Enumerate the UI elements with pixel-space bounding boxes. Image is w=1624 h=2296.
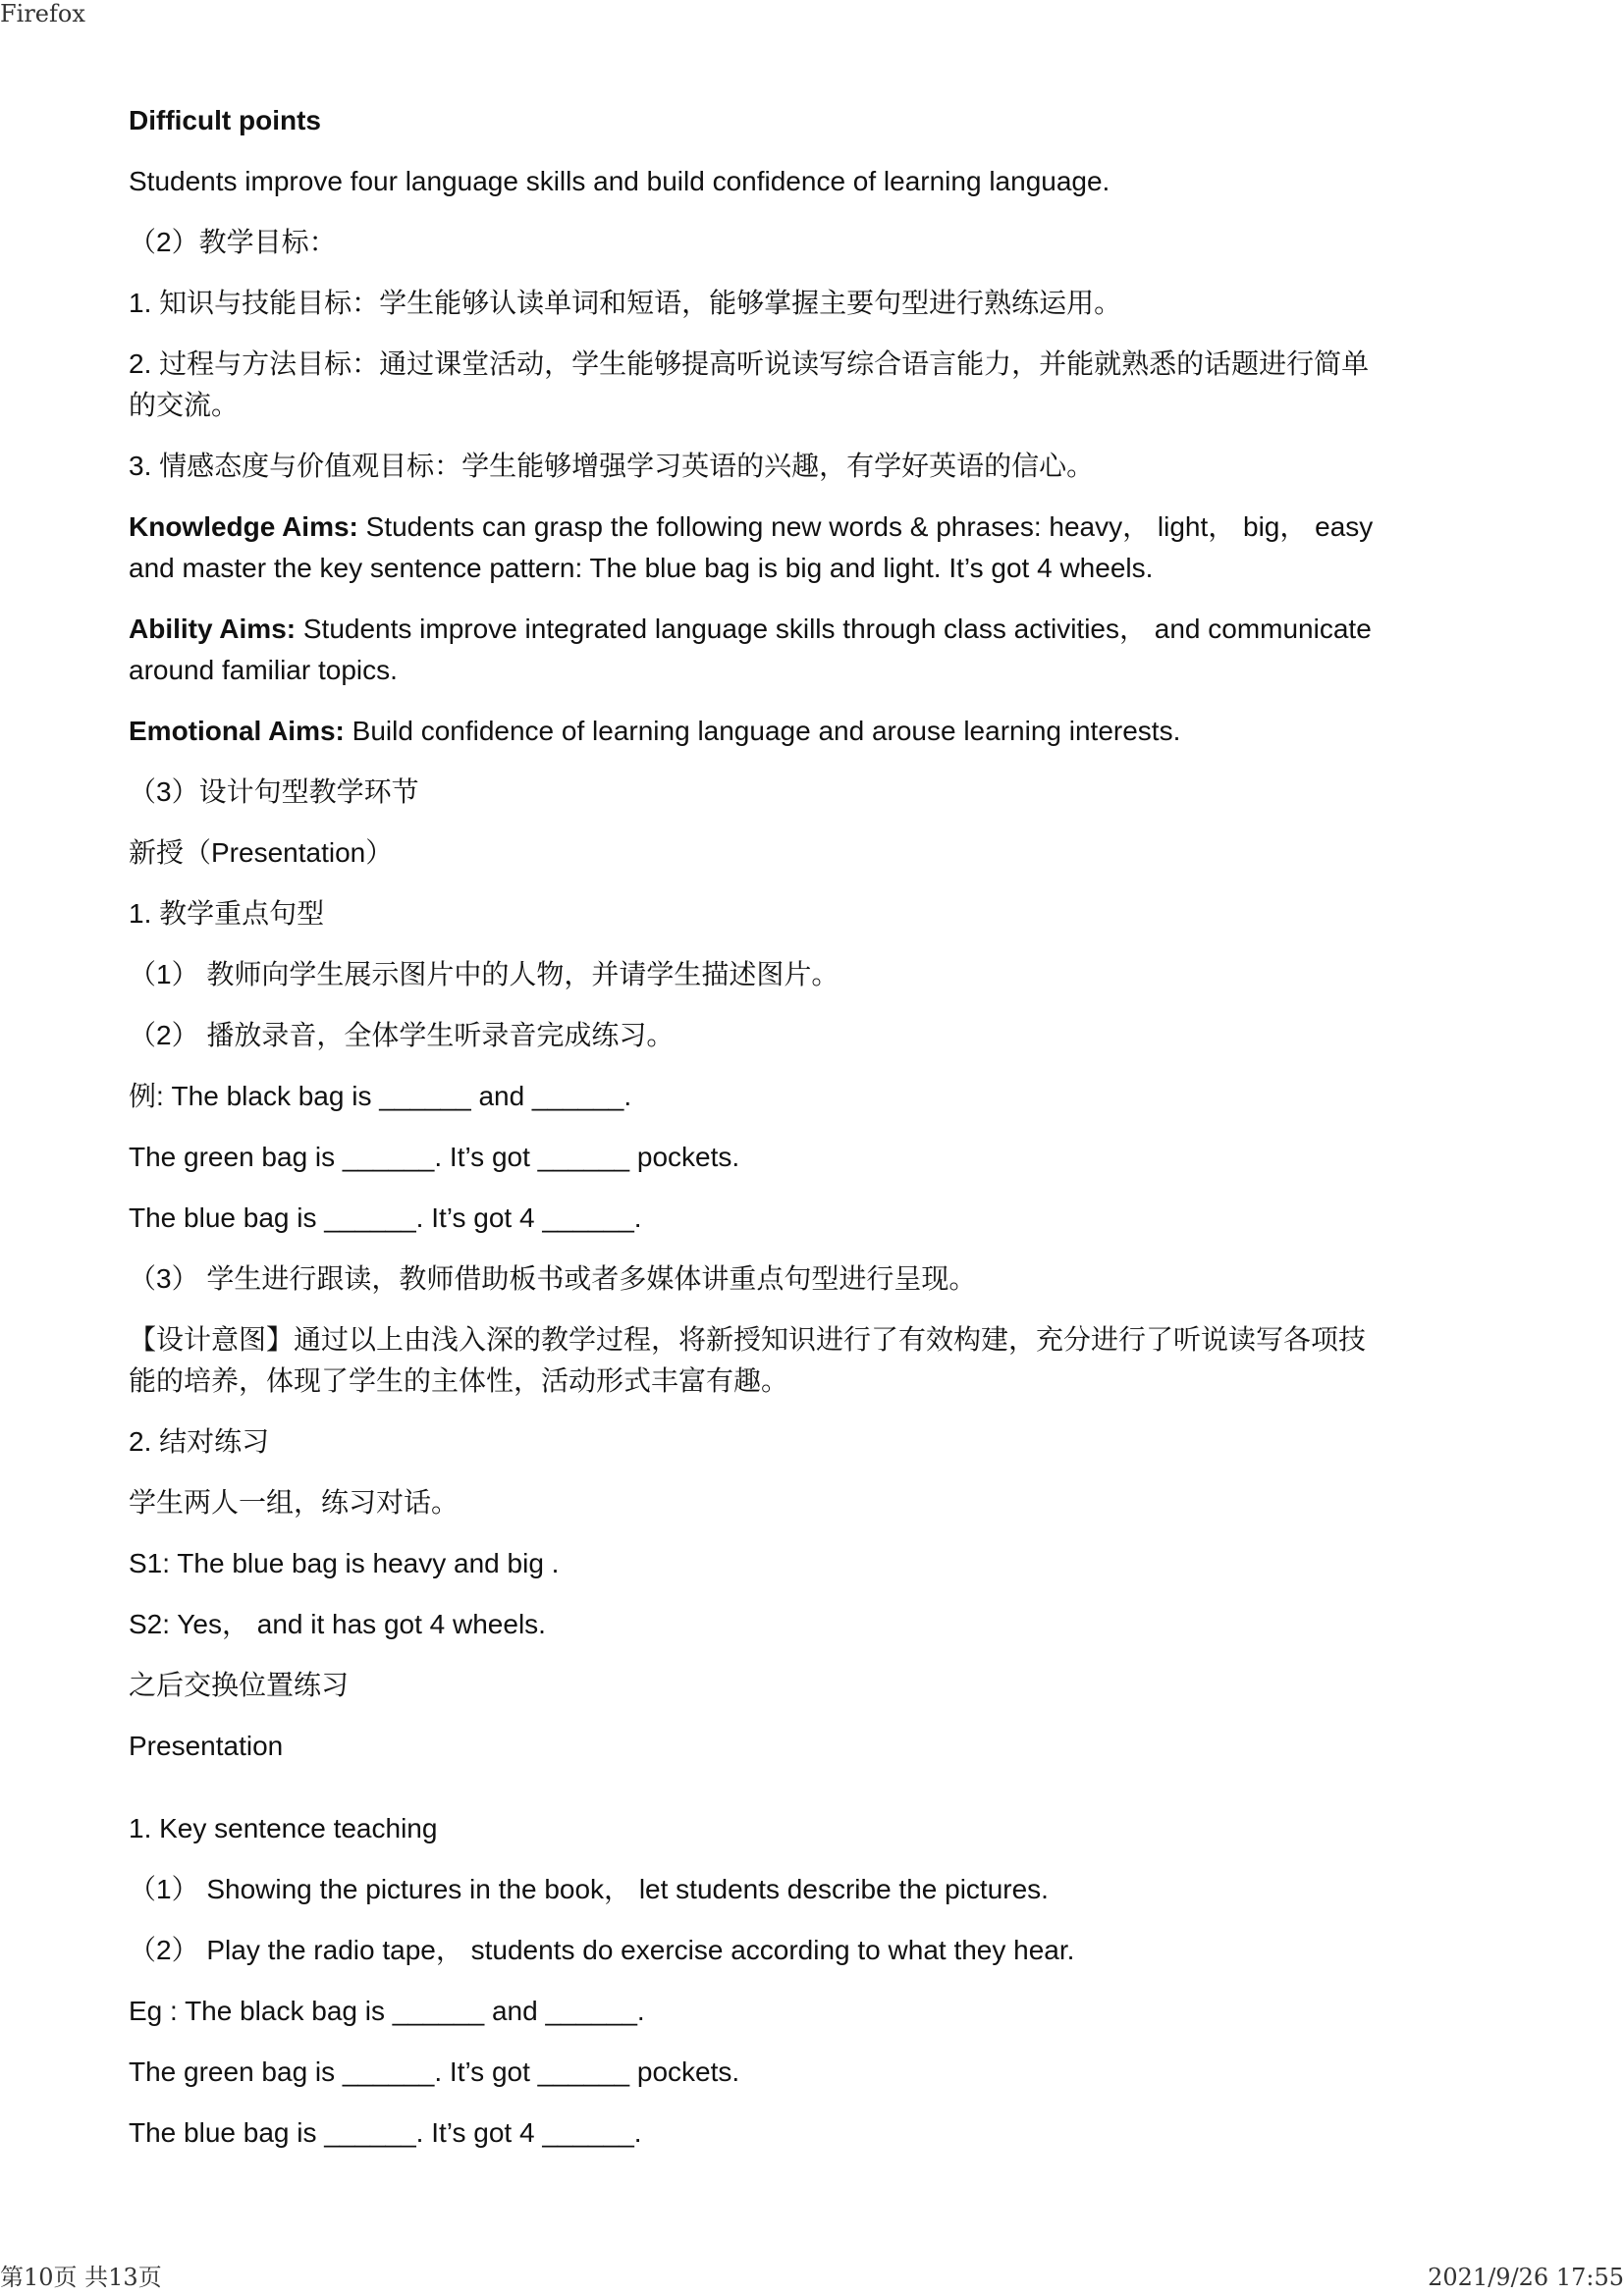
document-body — [129, 100, 1376, 2173]
paragraph: （2）教学目标： — [129, 227, 337, 257]
print-datetime: 2021/9/26 17:55 — [1428, 2264, 1624, 2291]
paragraph: 3. 情感态度与价值观目标：学生能够增强学习英语的兴趣，有学好英语的信心。 — [129, 451, 1095, 481]
paragraph: S2: Yes， and it has got 4 wheels. — [129, 1609, 546, 1639]
paragraph: S1: The blue bag is heavy and big . — [129, 1548, 560, 1578]
paragraph: 1. 教学重点句型 — [129, 898, 325, 929]
ability-aims — [129, 609, 1376, 691]
paragraph: The green bag is ______. It’s got ______ pockets. — [129, 2056, 740, 2087]
paragraph: （1） Showing the pictures in the book， let students describe the pictures. — [129, 1874, 1049, 1904]
knowledge-aims-label: Knowledge Aims: — [129, 511, 358, 542]
paragraph: 2. 过程与方法目标：通过课堂活动，学生能够提高听说读写综合语言能力，并能就熟悉的话题进行简单的交流。 — [129, 348, 1370, 420]
ability-aims-label: Ability Aims: — [129, 614, 297, 644]
paragraph: 新授（Presentation） — [129, 837, 394, 868]
paragraph: （3）设计句型教学环节 — [129, 776, 419, 807]
paragraph: 【设计意图】通过以上由浅入深的教学过程，将新授知识进行了有效构建，充分进行了听说读写各项技能的培养，体现了学生的主体性，活动形式丰富有趣。 — [129, 1324, 1367, 1396]
paragraph: Students improve four language skills and build confidence of learning language. — [129, 166, 1110, 196]
knowledge-aims — [129, 507, 1376, 589]
knowledge-aims-text: Students can grasp the following new words & phrases: heavy， light， big， easy and master the key sentence pattern: The blue bag is big and light. It’s got 4 wheels. — [129, 511, 1374, 583]
paragraph: Eg : The black bag is ______ and ______. — [129, 1996, 645, 2026]
ability-aims-text: Students improve integrated language skills through class activities， and communicate around familiar topics. — [129, 614, 1372, 685]
paragraph: 2. 结对练习 — [129, 1426, 270, 1457]
paragraph: （2） 播放录音，全体学生听录音完成练习。 — [129, 1020, 675, 1050]
emotional-aims-text: Build confidence of learning language and arouse learning interests. — [344, 716, 1181, 746]
paragraph: （1） 教师向学生展示图片中的人物，并请学生描述图片。 — [129, 959, 839, 989]
paragraph: Presentation — [129, 1731, 284, 1761]
page-info: 第10页 共13页 — [0, 2264, 162, 2291]
emotional-aims-label: Emotional Aims: — [129, 716, 345, 746]
paragraph: The blue bag is ______. It’s got 4 ______. — [129, 1202, 642, 1233]
section-heading: Difficult points — [129, 105, 321, 135]
paragraph: （3） 学生进行跟读，教师借助板书或者多媒体讲重点句型进行呈现。 — [129, 1263, 977, 1294]
paragraph: （2） Play the radio tape， students do exercise according to what they hear. — [129, 1935, 1075, 1965]
paragraph: 学生两人一组，练习对话。 — [129, 1487, 460, 1518]
paragraph: The blue bag is ______. It’s got 4 ______. — [129, 2117, 642, 2148]
paragraph: The green bag is ______. It’s got ______ pockets. — [129, 1142, 740, 1172]
paragraph: 1. 知识与技能目标：学生能够认读单词和短语，能够掌握主要句型进行熟练运用。 — [129, 288, 1122, 318]
paragraph: 之后交换位置练习 — [129, 1670, 350, 1700]
browser-title: Firefox — [0, 0, 85, 27]
paragraph: 例: The black bag is ______ and ______. — [129, 1081, 632, 1111]
paragraph: 1. Key sentence teaching — [129, 1813, 438, 1843]
emotional-aims — [129, 711, 1376, 752]
